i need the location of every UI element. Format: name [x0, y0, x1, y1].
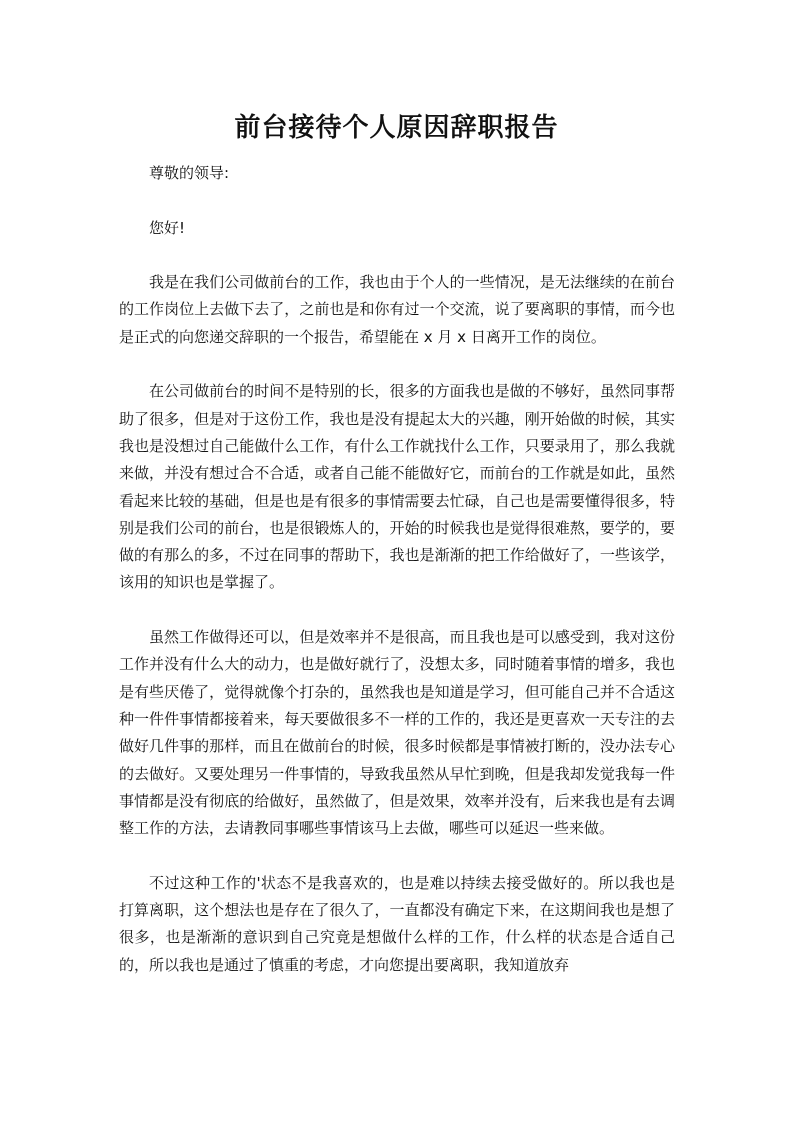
- document-title: 前台接待个人原因辞职报告: [234, 113, 559, 143]
- document-body: [119, 160, 675, 979]
- paragraph: 不过这种工作的'状态不是我喜欢的，也是难以持续去接受做好的。所以我也是打算离职，这个想法也是存在了很久了，一直都没有确定下来，在这期间我也是想了很多，也是渐渐的意识到自己究竟是想做什么样的工作，什么样的状态是合适自己的，所以我也是通过了慎重的考虑，才向您提出要离职，我知道放弃: [119, 873, 675, 974]
- salutation: 尊敬的领导:: [149, 164, 230, 182]
- greeting: 您好!: [149, 218, 186, 237]
- paragraph: 在公司做前台的时间不是特别的长，很多的方面我也是做的不够好，虽然同事帮助了很多，但是对于这份工作，我也是没有提起太大的兴趣，刚开始做的时候，其实我也是没想过自己能做什么工作，有什么工作就找什么工作，只要录用了，那么我就来做，并没有想过合不合适，或者自己能不能做好它，而前台的工作就是如此，虽然看起来比较的基础，但是也是有很多的事情需要去忙碌，自己也是需要懂得很多，特别是我们公司的前台，也是很锻炼人的，开始的时候我也是觉得很难熬，要学的，要做的有那么的多，不过在同事的帮助下，我也是渐渐的把工作给做好了，一些该学，该用的知识也是掌握了。: [119, 382, 675, 592]
- paragraph: 我是在我们公司做前台的工作，我也由于个人的一些情况，是无法继续的在前台的工作岗位上去做下去了，之前也是和你有过一个交流，说了要离职的事情，而今也是正式的向您递交辞职的一个报告，希望能在 x 月 x 日离开工作的岗位。: [119, 273, 675, 346]
- paragraph: 虽然工作做得还可以，但是效率并不是很高，而且我也是可以感受到，我对这份工作并没有什么大的动力，也是做好就行了，没想太多，同时随着事情的增多，我也是有些厌倦了，觉得就像个打杂的，虽然我也是知道是学习，但可能自己并不合适这种一件件事情都接着来，每天要做很多不一样的工作的，我还是更喜欢一天专注的去做好几件事的那样，而且在做前台的时候，很多时候都是事情被打断的，没办法专心的去做好。又要处理另一件事情的，导致我虽然从早忙到晚，但是我却发觉我每一件事情都是没有彻底的给做好，虽然做了，但是效果，效率并没有，后来我也是有去调整工作的方法，去请教同事哪些事情该马上去做，哪些可以延迟一些来做。: [119, 628, 675, 838]
